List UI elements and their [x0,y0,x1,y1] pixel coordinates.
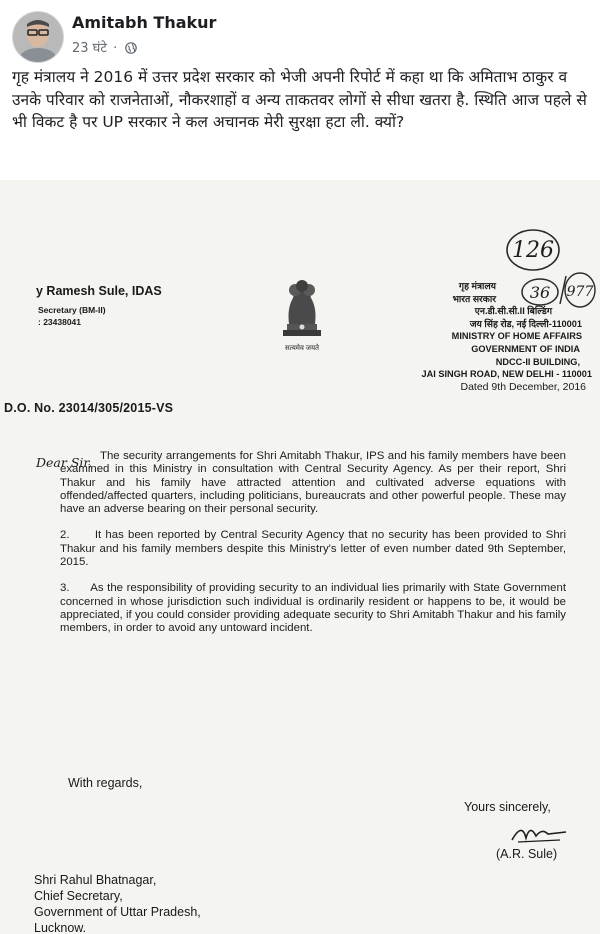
sender-details [38,304,106,328]
post-photo[interactable] [0,180,600,934]
meta-separator: · [113,41,118,56]
signatory-name: (A.R. Sule) [496,847,558,861]
post-meta [72,38,137,58]
closing: Yours sincerely, [464,800,551,814]
post-message: गृह मंत्रालय ने 2016 में उत्तर प्रदेश सरकार को भेजी अपनी रिपोर्ट में कहा था कि अमिताभ ठाकुर व उनके परिवार को राजनेताओं, नौकरशाहों व अन्य ताकतवर लोगों से सीधा खतरा है. स्थिति आज पहले से भी विकट है पर UP सरकार ने कल अचानक मेरी सुरक्षा हटा ली. क्यों? [12,68,587,131]
address-line: Shri Rahul Bhatnagar, [34,873,157,887]
letter-paragraph: 3. As the responsibility of providing security to an individual lies primarily with State Government concerned in whose jurisdiction such individual is ordinarily resident or happens to be, it would be appreciated, if you could consider providing adequate security to Shri Amitabh Thakur and his family members, in order to avoid any untoward incident. [60,582,570,635]
english-header-line: MINISTRY OF HOME AFFAIRS [451,331,582,342]
ministry-header [340,280,592,393]
hindi-header-line: एन.डी.सी.सी.II बिल्डिंग [474,306,552,317]
letter-body [60,450,570,649]
letter-date: Dated 9th December, 2016 [460,380,586,393]
regards: With regards, [68,776,143,790]
handwritten-number-3-text: 977 [566,284,594,300]
letter-paragraph: 2. It has been reported by Central Security Agency that no security has been provided to Shri Thakur and his family members despite this Ministry's letter of even number dated 9th September, 2015. [60,529,570,569]
hindi-header-line: जय सिंह रोड, नई दिल्ली-110001 [469,318,582,329]
sender-phone: : 23438041 [38,317,82,327]
letter-paragraph: The security arrangements for Shri Amitabh Thakur, IPS and his family members have been examined in this Ministry in consultation with Central Security Agency. As per their report, Shri Thakur and his family have attracted attention and cultivated adverse equations with offended/affected quarters, including politicians, bureaucrats and other powerful people. These may have an adverse bearing on their personal security. [60,450,566,516]
avatar[interactable] [12,11,64,63]
post-text [12,66,590,134]
national-emblem-icon [275,268,329,360]
salutation-text: Dear Sir, [36,455,92,470]
english-header-line: NDCC-II BUILDING, [495,356,580,367]
post-timestamp[interactable]: 23 घंटे [72,41,107,56]
address-line: Lucknow. [34,921,87,934]
do-number: D.O. No. 23014/305/2015-VS [4,401,174,415]
letter-document [0,180,600,934]
handwritten-number-2-text: 36 [529,283,551,302]
english-header-line: JAI SINGH ROAD, NEW DELHI - 110001 [421,369,592,380]
emblem-caption: सत्यमेव जयते [284,345,320,352]
sender-name: y Ramesh Sule, IDAS [36,284,162,298]
address-line: Chief Secretary, [34,889,123,903]
english-header-line: GOVERNMENT OF INDIA [471,343,580,354]
recipient-address [34,872,201,934]
hindi-header-line: भारत सरकार [452,293,496,304]
handwritten-number-1-text: 126 [512,238,554,263]
post-header [0,0,600,64]
address-line: Government of Uttar Pradesh, [34,905,201,919]
globe-icon[interactable] [125,42,137,58]
hindi-header-line: गृह मंत्रालय [458,281,496,291]
sender-title: Secretary (BM-II) [38,305,106,315]
author-name[interactable]: Amitabh Thakur [72,13,217,32]
